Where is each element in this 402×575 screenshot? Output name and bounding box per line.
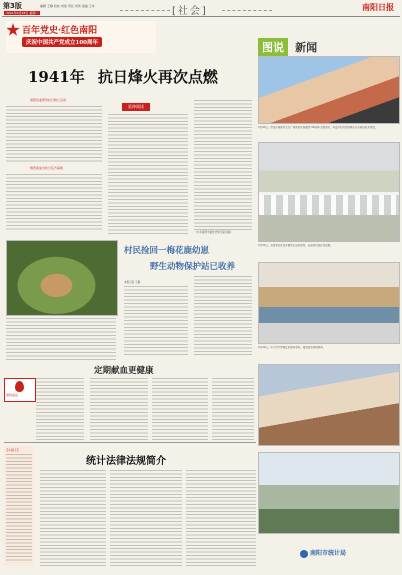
news-photo-2	[258, 142, 400, 242]
stats-logo-icon	[300, 550, 308, 558]
headline-text: 抗日烽火再次点燃	[97, 68, 218, 86]
banner-title: 百年党史·红色南阳	[22, 26, 98, 36]
headline-year: 1941年	[28, 68, 85, 86]
news-caption-1: 6月26日，市民在南阳市文化广场参加庆祝建党100周年主题活动，丰富多彩的活动吸引众多群众驻足观看。	[258, 126, 378, 129]
deer-body-right	[194, 276, 252, 356]
masthead-rule	[2, 16, 400, 17]
stats-body-1	[40, 470, 106, 568]
news-tag	[258, 36, 358, 54]
blood-logo	[4, 378, 36, 402]
lead-source-line: （中共南阳市委党史研究室供稿）	[194, 231, 233, 234]
stats-sidebar	[4, 446, 34, 566]
section-title: [社会]	[172, 6, 208, 17]
lead-body-col-2	[108, 114, 188, 234]
sub-heading-1: 南阳县委领导抗日救亡运动	[30, 98, 67, 102]
banner-subtitle: 庆祝中国共产党成立100周年	[22, 37, 102, 47]
blood-drop-icon	[15, 381, 24, 392]
section-label: 社会	[177, 6, 202, 17]
news-photo-4	[258, 364, 400, 446]
blood-headline: 定期献血更健康	[94, 366, 154, 376]
section-left-rule	[120, 10, 170, 11]
stats-sidebar-body	[6, 454, 32, 562]
lead-headline	[28, 66, 248, 92]
editor-line: 编辑 王静 校检 刘旭 责任 刘伟 美编 王华	[40, 4, 95, 8]
blood-body-2	[90, 378, 148, 440]
deer-body-mid	[124, 286, 188, 356]
stats-body-2	[110, 470, 182, 568]
sub-heading-2: 豫西南成为抗日后方基地	[30, 166, 64, 170]
stats-headline: 统计法律法规简介	[86, 456, 166, 467]
news-photo-5	[258, 452, 400, 534]
news-caption-2: 6月25日，志愿者在社区开展党史宣传活动，向居民讲述红色故事。	[258, 244, 333, 247]
stats-footer-logo	[300, 548, 346, 558]
blood-logo-text: 南阳血站	[6, 393, 19, 397]
stats-divider	[4, 442, 256, 443]
deer-body-left	[6, 318, 116, 362]
red-banner	[6, 21, 156, 53]
blood-body-3	[152, 378, 208, 440]
deer-headline-1: 村民捡回一梅花鹿幼崽	[124, 246, 210, 256]
lead-body-col-1b	[6, 174, 102, 232]
deer-photo	[6, 240, 118, 316]
masthead	[0, 0, 402, 17]
newspaper-name: 南阳日报	[362, 2, 394, 12]
page-number: 第3版	[3, 2, 22, 10]
news-caption-3: 6月24日，中小学生参观红色教育基地，接受革命传统教育。	[258, 346, 326, 349]
stats-logo-text: 南阳市统计局	[310, 550, 347, 557]
blood-body-4	[212, 378, 254, 440]
deer-headline-2: 野生动物保护站已收养	[150, 262, 236, 272]
stats-sidebar-label: 【小贴士】	[5, 448, 21, 452]
blood-body-1	[36, 378, 84, 440]
lead-body-col-1a	[6, 106, 102, 162]
stats-body-3	[186, 470, 256, 568]
lead-body-col-3	[194, 100, 252, 230]
news-photo-1	[258, 56, 400, 124]
performers-row	[259, 195, 399, 215]
star-icon	[6, 23, 20, 37]
news-tag-main: 图说	[258, 38, 288, 56]
news-tag-sub: 新闻	[295, 41, 318, 54]
deer-byline: 本报记者 王静	[124, 281, 141, 284]
section-right-rule	[222, 10, 272, 11]
news-photo-3	[258, 262, 400, 344]
date-line: 2021年6月28日 星期一	[6, 11, 39, 15]
reading-tag: 延伸阅读	[122, 103, 150, 111]
